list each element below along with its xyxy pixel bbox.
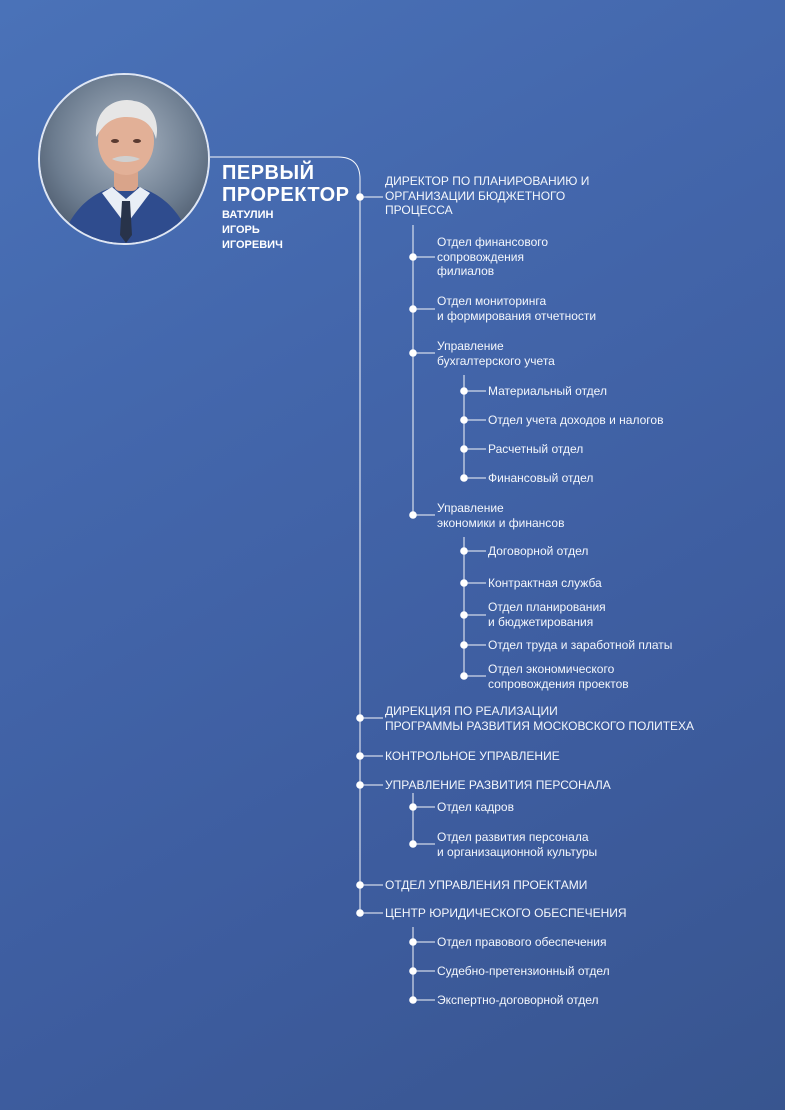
node-label-labor-wages: Отдел труда и заработной платы xyxy=(488,638,673,652)
node-dot xyxy=(356,714,364,722)
node-dot xyxy=(356,193,364,201)
node-label-legal-support: Отдел правового обеспечения xyxy=(437,935,607,949)
node-dot xyxy=(356,909,364,917)
node-dot xyxy=(409,996,417,1004)
node-label-planning-budget: Отдел планирования и бюджетирования xyxy=(488,600,606,629)
node-dot xyxy=(356,781,364,789)
node-label-expert-contract: Экспертно-договорной отдел xyxy=(437,993,599,1007)
node-dot xyxy=(409,511,417,519)
node-label-legal-center: ЦЕНТР ЮРИДИЧЕСКОГО ОБЕСПЕЧЕНИЯ xyxy=(385,906,627,920)
node-label-director-planning: ДИРЕКТОР ПО ПЛАНИРОВАНИЮ И ОРГАНИЗАЦИИ БЮДЖЕТНОГО ПРОЦЕССА xyxy=(385,174,590,218)
node-label-material: Материальный отдел xyxy=(488,384,607,398)
node-dot xyxy=(409,967,417,975)
node-label-org-culture: Отдел развития персонала и организационной культуры xyxy=(437,830,598,859)
node-label-settlement: Расчетный отдел xyxy=(488,442,584,456)
name-line-3: ИГОРЕВИЧ xyxy=(222,239,283,251)
node-dot xyxy=(409,349,417,357)
node-dot xyxy=(356,752,364,760)
node-label-branch-finance: Отдел финансового сопровождения филиалов xyxy=(437,235,549,279)
node-label-project-support: Отдел экономического сопровождения проектов xyxy=(488,662,629,691)
node-label-financial: Финансовый отдел xyxy=(488,471,594,485)
title-line-1: ПЕРВЫЙ xyxy=(222,162,315,184)
node-dot xyxy=(460,672,468,680)
node-label-contract-service: Контрактная служба xyxy=(488,576,602,590)
name-line-2: ИГОРЬ xyxy=(222,224,260,236)
node-label-economics: Управление экономики и финансов xyxy=(437,501,565,530)
node-dot xyxy=(460,445,468,453)
node-dot xyxy=(409,803,417,811)
node-dot xyxy=(460,387,468,395)
node-label-development-program: ДИРЕКЦИЯ ПО РЕАЛИЗАЦИИ ПРОГРАММЫ РАЗВИТИЯ МОСКОВСКОГО ПОЛИТЕХА xyxy=(385,704,695,733)
node-label-litigation: Судебно-претензионный отдел xyxy=(437,964,610,978)
node-dot xyxy=(460,579,468,587)
node-label-contract-dept: Договорной отдел xyxy=(488,544,589,558)
node-dot xyxy=(409,840,417,848)
main-spine-line xyxy=(210,157,360,913)
title-line-2: ПРОРЕКТОР xyxy=(222,184,350,206)
node-dot xyxy=(409,253,417,261)
node-dot xyxy=(460,547,468,555)
node-label-income-tax: Отдел учета доходов и налогов xyxy=(488,413,664,427)
node-dot xyxy=(409,938,417,946)
node-dot xyxy=(356,881,364,889)
node-label-control: КОНТРОЛЬНОЕ УПРАВЛЕНИЕ xyxy=(385,749,560,763)
node-label-monitoring: Отдел мониторинга и формирования отчетности xyxy=(437,294,597,323)
node-dot xyxy=(409,305,417,313)
name-line-1: ВАТУЛИН xyxy=(222,209,274,221)
node-label-accounting: Управление бухгалтерского учета xyxy=(437,339,555,368)
node-dot xyxy=(460,474,468,482)
node-dot xyxy=(460,641,468,649)
node-dot xyxy=(460,416,468,424)
node-label-personnel: УПРАВЛЕНИЕ РАЗВИТИЯ ПЕРСОНАЛА xyxy=(385,778,611,792)
node-label-hr: Отдел кадров xyxy=(437,800,514,814)
node-dot xyxy=(460,611,468,619)
node-label-project-management: ОТДЕЛ УПРАВЛЕНИЯ ПРОЕКТАМИ xyxy=(385,878,588,892)
